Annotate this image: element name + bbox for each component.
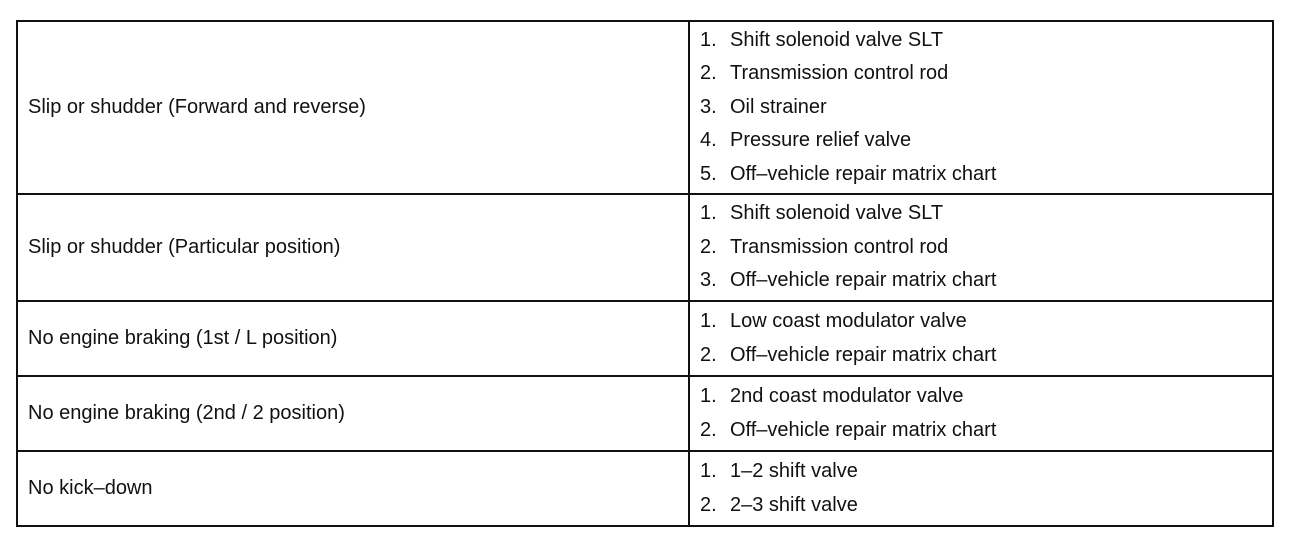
cause-item xyxy=(700,24,1272,57)
causes-cell xyxy=(689,301,1273,376)
troubleshooting-table xyxy=(16,20,1274,527)
cause-number: 3. xyxy=(700,95,717,118)
cause-item xyxy=(700,414,1272,447)
cause-number: 3. xyxy=(700,269,717,292)
cause-number: 2. xyxy=(700,493,717,516)
cause-item xyxy=(700,231,1272,264)
cause-number: 1. xyxy=(700,202,717,225)
cause-text: Transmission control rod xyxy=(730,235,949,258)
cause-number: 1. xyxy=(700,310,717,333)
cause-number: 2. xyxy=(700,235,717,258)
cause-number: 1. xyxy=(700,29,717,52)
cause-text: Off–vehicle repair matrix chart xyxy=(730,269,997,292)
symptom-cell: No kick–down xyxy=(17,451,689,526)
cause-text: Shift solenoid valve SLT xyxy=(730,29,944,52)
table-row xyxy=(17,376,1273,451)
table-row xyxy=(17,451,1273,526)
causes-cell xyxy=(689,194,1273,301)
cause-text: Low coast modulator valve xyxy=(730,310,967,333)
cause-item xyxy=(700,124,1272,157)
cause-item xyxy=(700,380,1272,413)
cause-text: Transmission control rod xyxy=(730,62,949,85)
cause-item xyxy=(700,197,1272,230)
cause-number: 1. xyxy=(700,385,717,408)
cause-number: 2. xyxy=(700,343,717,366)
table-row xyxy=(17,21,1273,194)
cause-text: 2nd coast modulator valve xyxy=(730,385,964,408)
cause-number: 2. xyxy=(700,62,717,85)
cause-text: Off–vehicle repair matrix chart xyxy=(730,418,997,441)
table-row xyxy=(17,301,1273,376)
symptom-cell: No engine braking (1st / L position) xyxy=(17,301,689,376)
cause-number: 2. xyxy=(700,418,717,441)
cause-number: 5. xyxy=(700,162,717,185)
symptom-cell: Slip or shudder (Particular position) xyxy=(17,194,689,301)
table-row xyxy=(17,194,1273,301)
symptom-cell: No engine braking (2nd / 2 position) xyxy=(17,376,689,451)
cause-text: 2–3 shift valve xyxy=(730,493,858,516)
causes-cell xyxy=(689,21,1273,194)
cause-item xyxy=(700,91,1272,124)
symptom-cell: Slip or shudder (Forward and reverse) xyxy=(17,21,689,194)
cause-item xyxy=(700,264,1272,297)
cause-item xyxy=(700,57,1272,90)
causes-cell xyxy=(689,451,1273,526)
cause-item xyxy=(700,305,1272,338)
cause-item xyxy=(700,455,1272,488)
cause-text: Shift solenoid valve SLT xyxy=(730,202,944,225)
cause-text: Off–vehicle repair matrix chart xyxy=(730,343,997,366)
cause-text: Off–vehicle repair matrix chart xyxy=(730,162,997,185)
cause-text: Oil strainer xyxy=(730,95,827,118)
cause-text: Pressure relief valve xyxy=(730,129,912,152)
cause-number: 1. xyxy=(700,460,717,483)
cause-item xyxy=(700,158,1272,191)
cause-text: 1–2 shift valve xyxy=(730,460,858,483)
cause-item xyxy=(700,489,1272,522)
cause-item xyxy=(700,339,1272,372)
cause-number: 4. xyxy=(700,129,717,152)
causes-cell xyxy=(689,376,1273,451)
